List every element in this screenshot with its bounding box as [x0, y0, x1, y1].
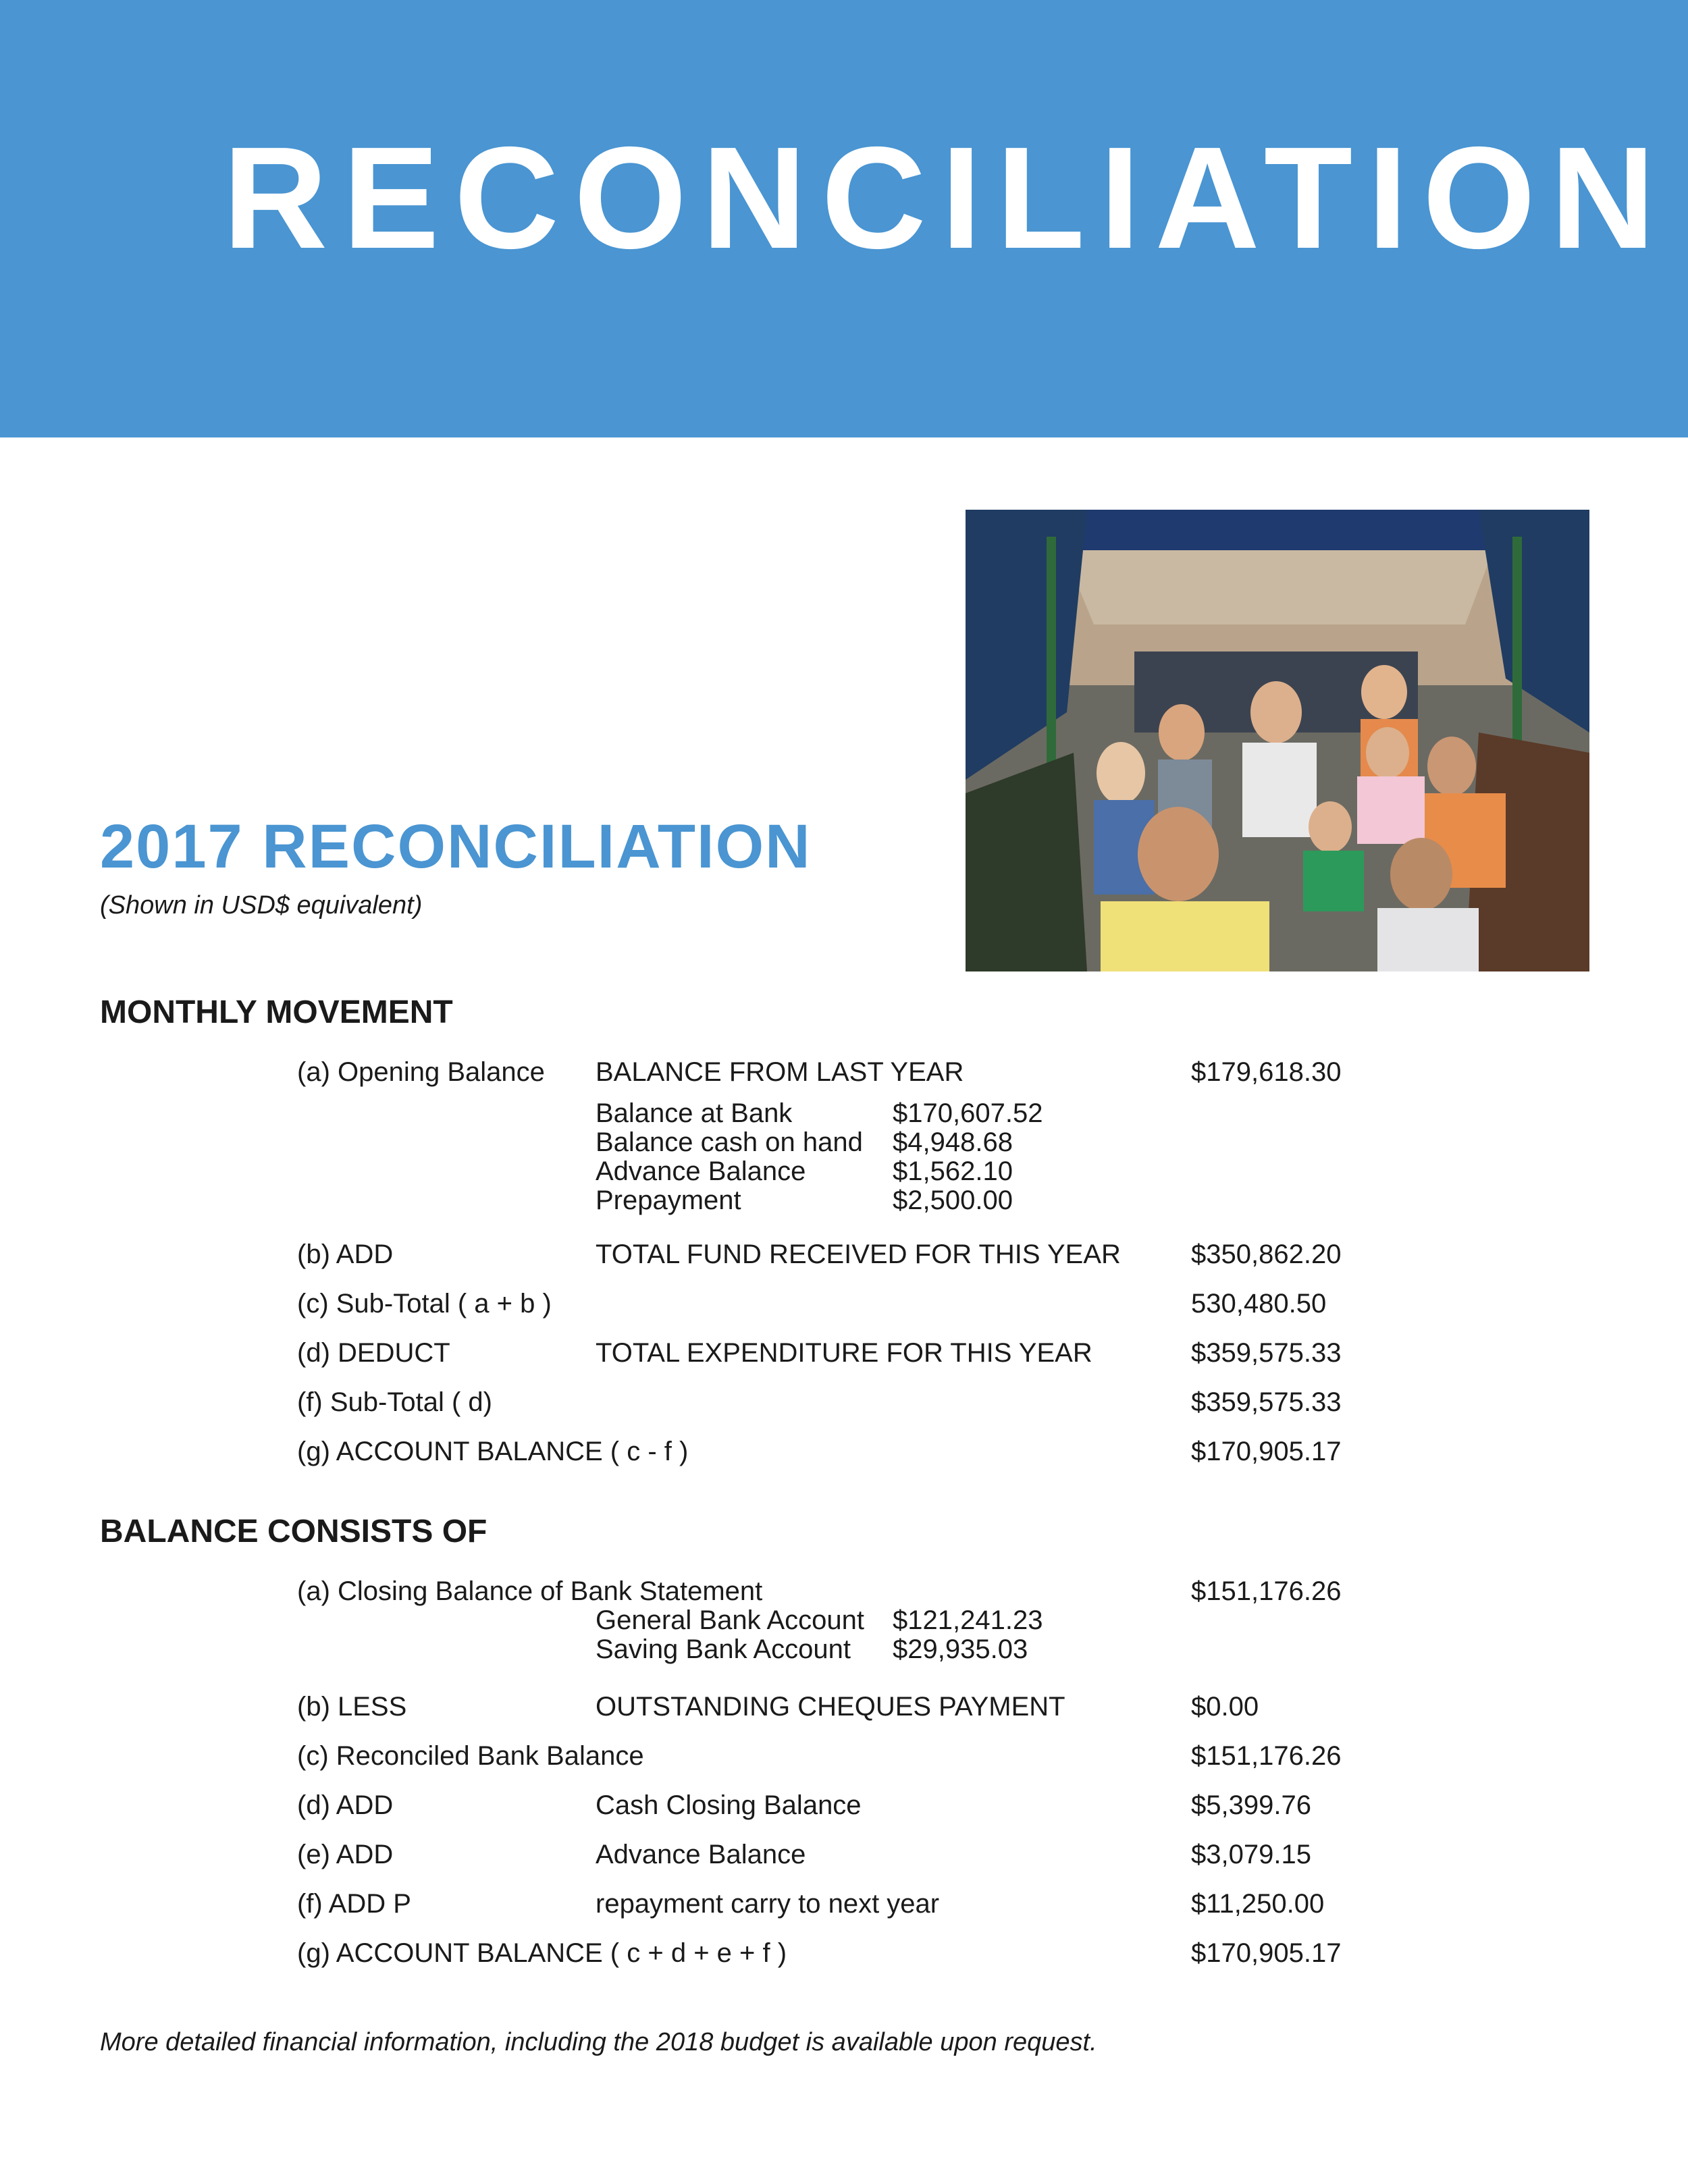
movement-row	[0, 1389, 1688, 1422]
banner-title: RECONCILIATION	[223, 116, 1670, 279]
group-photo	[966, 510, 1589, 971]
row-amount: $0.00	[1191, 1692, 1259, 1722]
balance-consists-heading: BALANCE CONSISTS OF	[100, 1514, 487, 1549]
opening-balance-row	[0, 1059, 1688, 1092]
row-amount: $359,575.33	[1191, 1387, 1342, 1417]
row-label: (b) LESS	[297, 1692, 407, 1722]
balance-row	[0, 1742, 1688, 1776]
row-description: repayment carry to next year	[596, 1889, 940, 1919]
detail-label: General Bank Account	[596, 1605, 865, 1635]
row-label: (f) Sub-Total ( d)	[297, 1387, 492, 1417]
row-description: Cash Closing Balance	[596, 1790, 862, 1820]
row-amount: $170,905.17	[1191, 1437, 1342, 1466]
row-amount: 530,480.50	[1191, 1289, 1327, 1319]
detail-value: $121,241.23	[893, 1605, 1043, 1635]
row-amount: $3,079.15	[1191, 1840, 1311, 1869]
detail-row	[0, 1636, 1688, 1670]
row-label: (d) ADD	[297, 1790, 394, 1820]
detail-label: Prepayment	[596, 1186, 741, 1215]
row-label: (e) ADD	[297, 1840, 394, 1869]
balance-row	[0, 1693, 1688, 1727]
page-title: 2017 RECONCILIATION	[100, 812, 812, 881]
movement-row	[0, 1339, 1688, 1373]
detail-value: $1,562.10	[893, 1156, 1013, 1186]
row-amount: $179,618.30	[1191, 1057, 1342, 1087]
header-banner	[0, 0, 1688, 437]
row-description: OUTSTANDING CHEQUES PAYMENT	[596, 1692, 1065, 1722]
row-amount: $5,399.76	[1191, 1790, 1311, 1820]
row-description: Advance Balance	[596, 1840, 806, 1869]
monthly-movement-heading: MONTHLY MOVEMENT	[100, 994, 453, 1030]
movement-row	[0, 1290, 1688, 1324]
row-amount: $170,905.17	[1191, 1938, 1342, 1968]
row-label: (d) DEDUCT	[297, 1338, 450, 1368]
row-label: (a) Closing Balance of Bank Statement	[297, 1576, 763, 1606]
detail-label: Balance cash on hand	[596, 1127, 863, 1157]
footnote: More detailed financial information, including the 2018 budget is available upon request.	[100, 2028, 1097, 2056]
row-description: TOTAL FUND RECEIVED FOR THIS YEAR	[596, 1240, 1121, 1269]
row-amount: $350,862.20	[1191, 1240, 1342, 1269]
detail-label: Saving Bank Account	[596, 1634, 851, 1664]
row-amount: $151,176.26	[1191, 1576, 1342, 1606]
row-label: (a) Opening Balance	[297, 1057, 545, 1087]
row-amount: $11,250.00	[1191, 1889, 1325, 1919]
detail-value: $4,948.68	[893, 1127, 1013, 1157]
row-amount: $151,176.26	[1191, 1741, 1342, 1771]
row-label: (f) ADD P	[297, 1889, 411, 1919]
detail-row	[0, 1187, 1688, 1221]
balance-row	[0, 1940, 1688, 1973]
row-label: (b) ADD	[297, 1240, 394, 1269]
row-label: (g) ACCOUNT BALANCE ( c + d + e + f )	[297, 1938, 787, 1968]
row-label: (g) ACCOUNT BALANCE ( c - f )	[297, 1437, 689, 1466]
detail-value: $170,607.52	[893, 1098, 1043, 1128]
row-description: BALANCE FROM LAST YEAR	[596, 1057, 964, 1087]
group-photo-icon	[966, 510, 1589, 971]
detail-value: $2,500.00	[893, 1186, 1013, 1215]
movement-row	[0, 1241, 1688, 1275]
detail-value: $29,935.03	[893, 1634, 1028, 1664]
detail-label: Advance Balance	[596, 1156, 806, 1186]
balance-row	[0, 1792, 1688, 1826]
row-amount: $359,575.33	[1191, 1338, 1342, 1368]
movement-row	[0, 1438, 1688, 1472]
currency-note: (Shown in USD$ equivalent)	[100, 891, 423, 920]
row-description: TOTAL EXPENDITURE FOR THIS YEAR	[596, 1338, 1092, 1368]
balance-row	[0, 1890, 1688, 1924]
row-label: (c) Sub-Total ( a + b )	[297, 1289, 552, 1319]
row-label: (c) Reconciled Bank Balance	[297, 1741, 644, 1771]
detail-label: Balance at Bank	[596, 1098, 793, 1128]
balance-row	[0, 1841, 1688, 1875]
